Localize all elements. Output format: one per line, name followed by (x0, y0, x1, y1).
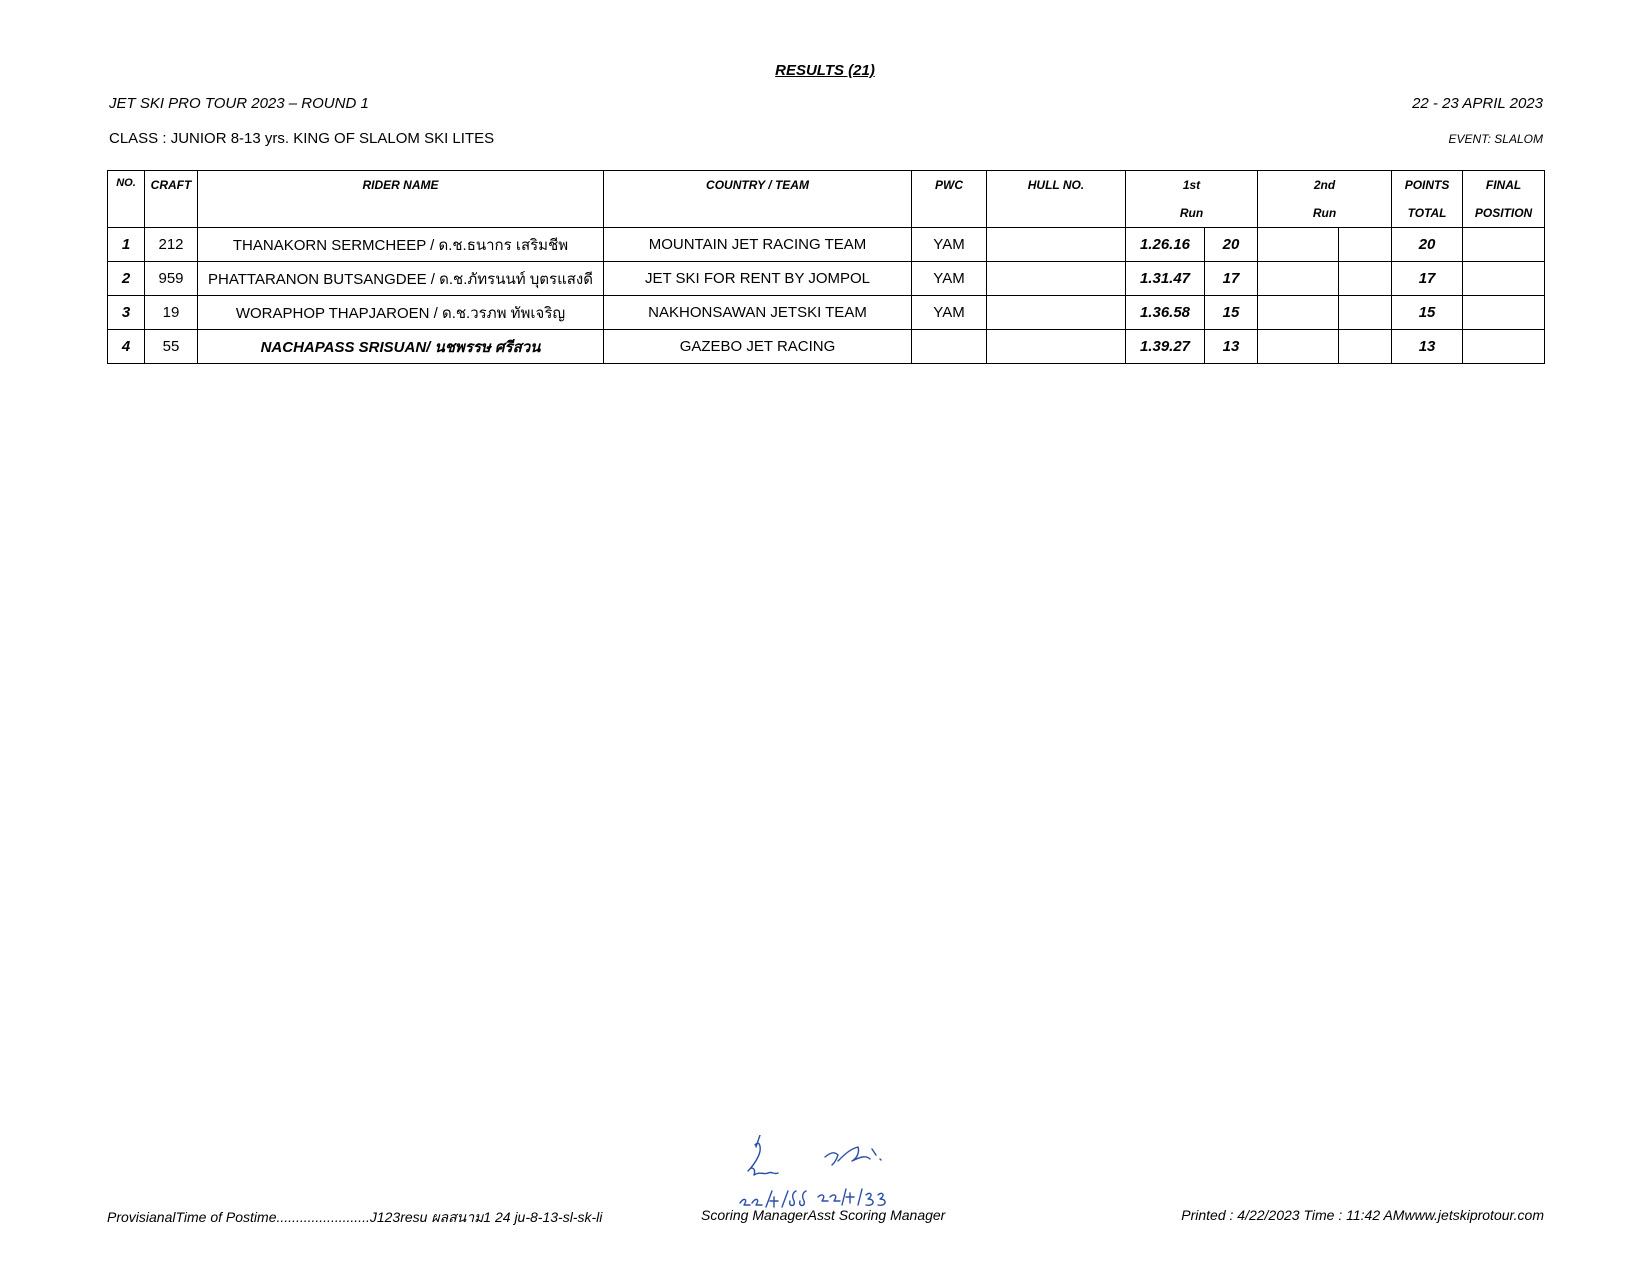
cell-rider: NACHAPASS SRISUAN/ นชพรรษ ศรีสวน (198, 330, 604, 364)
cell-final (1463, 296, 1545, 330)
table-row (108, 262, 1545, 296)
col-header-run2: 2nd Run (1258, 171, 1392, 228)
cell-no: 4 (108, 330, 145, 364)
cell-run1-points: 20 (1205, 228, 1258, 262)
cell-run1-points: 17 (1205, 262, 1258, 296)
cell-final (1463, 330, 1545, 364)
cell-team: NAKHONSAWAN JETSKI TEAM (604, 296, 912, 330)
cell-run1-points: 13 (1205, 330, 1258, 364)
event-dates: 22 - 23 APRIL 2023 (1412, 95, 1543, 112)
cell-craft: 212 (145, 228, 198, 262)
cell-rider: WORAPHOP THAPJAROEN / ด.ช.วรภพ ทัพเจริญ (198, 296, 604, 330)
table-row (108, 228, 1545, 262)
cell-run2-time (1258, 296, 1339, 330)
cell-total: 20 (1392, 228, 1463, 262)
cell-rider: PHATTARANON BUTSANGDEE / ด.ช.ภัทรนนท์ บุตรแสงดี (198, 262, 604, 296)
cell-pwc: YAM (912, 228, 987, 262)
col-header-craft: CRAFT (145, 171, 198, 228)
cell-run2-points (1339, 330, 1392, 364)
page-title: RESULTS (21) (775, 62, 875, 79)
signatures-image (730, 1135, 930, 1215)
cell-run2-points (1339, 228, 1392, 262)
signature-2 (825, 1147, 881, 1165)
col-header-no: NO. (108, 171, 145, 228)
event-name: JET SKI PRO TOUR 2023 – ROUND 1 (109, 95, 369, 112)
cell-craft: 55 (145, 330, 198, 364)
class-line: CLASS : JUNIOR 8-13 yrs. KING OF SLALOM SKI LITES (109, 130, 495, 147)
cell-run2-points (1339, 262, 1392, 296)
cell-total: 15 (1392, 296, 1463, 330)
cell-run1-time: 1.39.27 (1126, 330, 1205, 364)
cell-pwc: YAM (912, 296, 987, 330)
col-header-team: COUNTRY / TEAM (604, 171, 912, 228)
table-row (108, 296, 1545, 330)
cell-run1-points: 15 (1205, 296, 1258, 330)
cell-pwc (912, 330, 987, 364)
cell-total: 13 (1392, 330, 1463, 364)
cell-hull (987, 228, 1126, 262)
col-header-pwc: PWC (912, 171, 987, 228)
col-header-rider: RIDER NAME (198, 171, 604, 228)
table-row (108, 330, 1545, 364)
cell-run2-points (1339, 296, 1392, 330)
cell-run1-time: 1.26.16 (1126, 228, 1205, 262)
table-header-row (108, 171, 1545, 228)
cell-team: MOUNTAIN JET RACING TEAM (604, 228, 912, 262)
cell-hull (987, 262, 1126, 296)
cell-run1-time: 1.36.58 (1126, 296, 1205, 330)
cell-pwc: YAM (912, 262, 987, 296)
cell-team: GAZEBO JET RACING (604, 330, 912, 364)
cell-final (1463, 262, 1545, 296)
col-header-final: FINAL POSITION (1463, 171, 1545, 228)
cell-craft: 19 (145, 296, 198, 330)
cell-team: JET SKI FOR RENT BY JOMPOL (604, 262, 912, 296)
cell-run1-time: 1.31.47 (1126, 262, 1205, 296)
footer-provisional: ProvisianalTime of Postime........................J123resu ผลสนาม1 24 ju-8-13-sl-sk-li (107, 1209, 603, 1225)
signature-date-1 (740, 1191, 806, 1207)
cell-no: 2 (108, 262, 145, 296)
footer-printed: Printed : 4/22/2023 Time : 11:42 AMwww.jetskiprotour.com (1181, 1207, 1544, 1223)
cell-run2-time (1258, 228, 1339, 262)
cell-no: 1 (108, 228, 145, 262)
col-header-hull: HULL NO. (987, 171, 1126, 228)
cell-rider: THANAKORN SERMCHEEP / ด.ช.ธนากร เสริมชีพ (198, 228, 604, 262)
cell-total: 17 (1392, 262, 1463, 296)
col-header-run1: 1st Run (1126, 171, 1258, 228)
cell-final (1463, 228, 1545, 262)
results-table (107, 170, 1545, 364)
footer-scoring-managers: Scoring ManagerAsst Scoring Manager (701, 1207, 946, 1223)
col-header-points: POINTS TOTAL (1392, 171, 1463, 228)
signature-1 (748, 1135, 778, 1175)
cell-no: 3 (108, 296, 145, 330)
cell-hull (987, 330, 1126, 364)
cell-run2-time (1258, 262, 1339, 296)
cell-craft: 959 (145, 262, 198, 296)
signature-date-2 (818, 1189, 885, 1205)
event-type: EVENT: SLALOM (1448, 132, 1543, 146)
cell-run2-time (1258, 330, 1339, 364)
cell-hull (987, 296, 1126, 330)
